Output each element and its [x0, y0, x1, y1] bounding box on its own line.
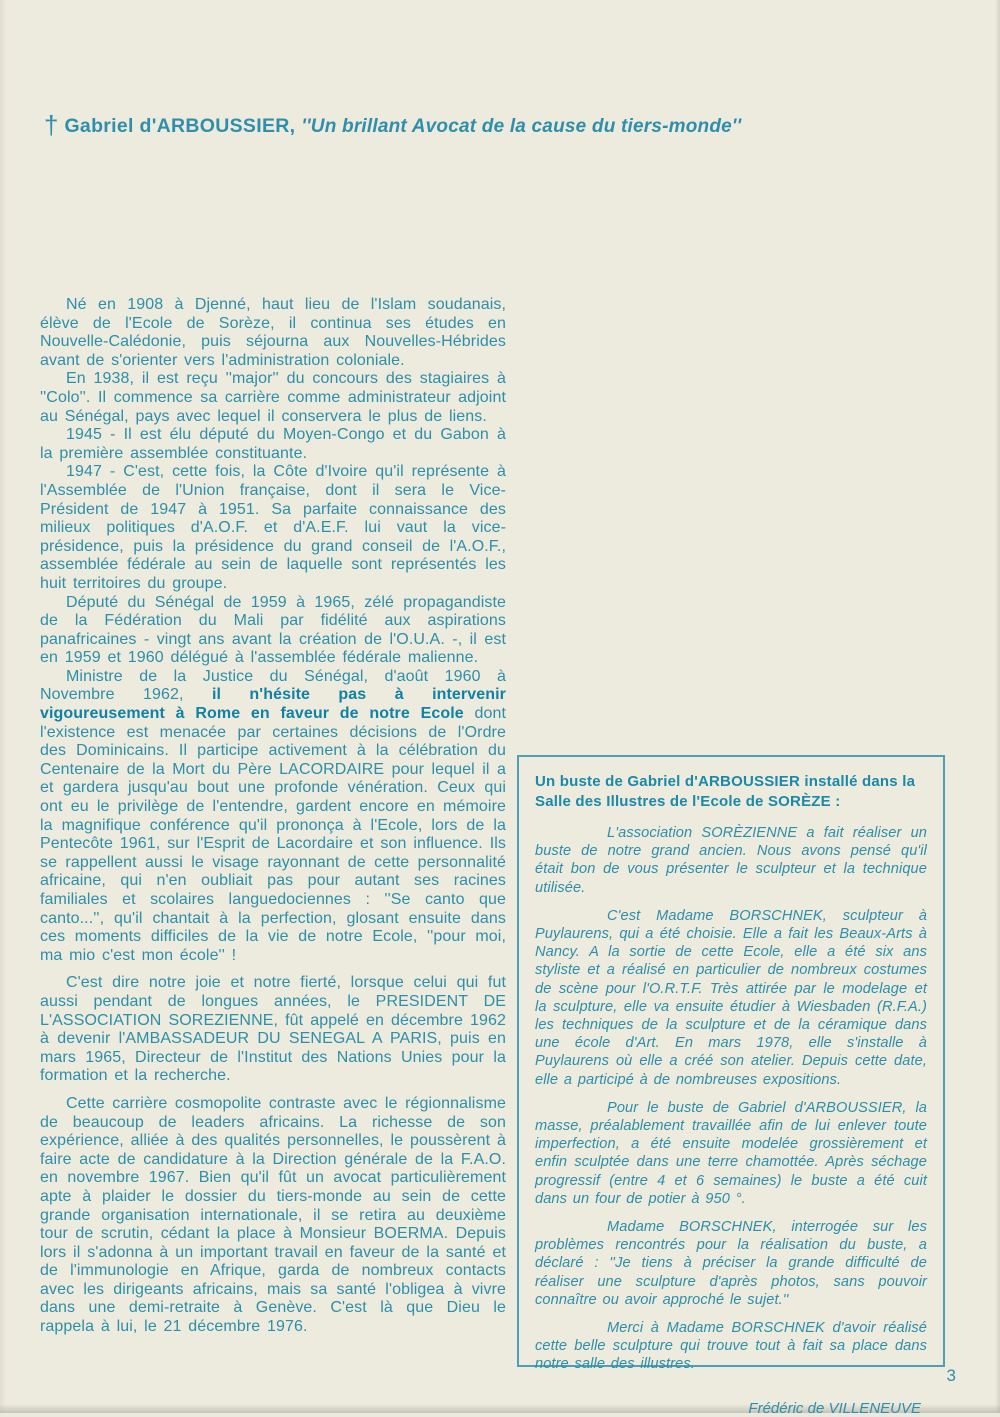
bust-article-box [517, 755, 945, 1417]
bio-paragraph-5: Député du Sénégal de 1959 à 1965, zélé propagandiste de la Fédération du Mali par fidélité aux aspirations panafricaines - vingt ans avant la création de l'O.U.A. -, il est en 1959 et 1960 délégué à l'assemblée fédérale malienne. [40, 593, 506, 667]
bio-paragraph-6-post: dont l'existence est menacée par certaines décisions de l'Ordre des Dominicains. Il participe activement à la célébration du Centenaire de la Mort du Père LACORDAIRE pour lequel il a et gardera jusqu'au bout une profonde vénération. Ceux qui ont eu le privilège de l'entendre, gardent encore en mémoire la magnifique conférence qu'il prononça à l'Ecole, lors de la Pentecôte 1961, sur l'Esprit de Lacordaire et son influence. Ils se rappellent aussi le visage rayonnant de cette personnalité africaine, qui n'en oubliait pas pour autant ses racines familiales et scolaires languedociennes : ''Se canto que canto...'', qu'il chantait à la perfection, glosant ensuite dans ces moments difficiles de la vie de notre Ecole, ''pour moi, ma mio c'est mon école'' ! [40, 705, 507, 964]
bio-paragraph-6-pre: Ministre de la Justice du Sénégal, d'août 1960 à Novembre 1962, [40, 667, 506, 704]
bust-paragraph-4: Madame BORSCHNEK, interrogée sur les problèmes rencontrés pour la réalisation du buste, a déclaré : ''Je tiens à préciser la grande difficulté de réaliser une sculpture d'après photos, sans pouvoir connaître ou avoir approché le sujet.'' [535, 1219, 927, 1308]
page-title [44, 110, 964, 141]
bio-paragraph-4: 1947 - C'est, cette fois, la Côte d'Ivoire qu'il représente à l'Assemblée de l'Union française, dont il sera le Vice-Président de 1947 à 1951. Sa parfaite connaissance des milieux politiques d'A.O.F. et d'A.E.F. lui vaut la vice-présidence, puis la présidence du grand conseil de l'A.O.F., assemblée fédérale au sein de laquelle sont représentés les huit territoires du groupe. [40, 463, 506, 592]
biography-column [40, 296, 506, 1392]
bust-paragraph-3: Pour le buste de Gabriel d'ARBOUSSIER, la masse, préalablement travaillée afin de lui enlever toute imperfection, a été ensuite modelée grossièrement et enfin sculptée dans une terre chamottée. Après séchage progressif (entre 4 et 6 semaines) le buste a été cuit dans un four de potier à 950 °. [535, 1099, 927, 1207]
title-quote: ''Un brillant Avocat de la cause du tiers-monde'' [301, 116, 742, 137]
bio-paragraph-8: Cette carrière cosmopolite contraste avec le régionnalisme de beaucoup de leaders africains. La richesse de son expérience, alliée à des qualités personnelles, le poussèrent à faire acte de candidature à la Direction générale de la F.A.O. en novembre 1967. Bien qu'il fût un avocat particulièrement apte à plaider le dossier du tiers-monde au sein de cette grande organisation internationale, il se retira au deuxième tour de scrutin, cédant la place à Monsieur BOERMA. Depuis lors il s'adonna à un important travail en faveur de la santé et de l'immunologie en Afrique, garda de nombreux contacts avec les dirigeants africains, mais sa santé l'obligea à vivre dans une demi-retraite à Genève. C'est là que Dieu le rappela à lui, le 21 décembre 1976. [40, 1094, 506, 1336]
bio-paragraph-6 [40, 668, 506, 966]
author-signature: Frédéric de VILLENEUVE [748, 1399, 921, 1417]
dagger-icon: † [44, 110, 59, 140]
bio-paragraph-1: Né en 1908 à Djenné, haut lieu de l'Islam soudanais, élève de l'Ecole de Sorèze, il continua ses études en Nouvelle-Calédonie, puis séjourna aux Nouvelles-Hébrides avant de s'orienter vers l'administration coloniale. [40, 296, 506, 369]
bio-paragraph-7: C'est dire notre joie et notre fierté, lorsque celui qui fut aussi pendant de longues années, le PRESIDENT DE L'ASSOCIATION SOREZIENNE, fût appelé en décembre 1962 à devenir l'AMBASSADEUR DU SENEGAL A PARIS, puis en mars 1965, Directeur de l'Institut des Nations Unies pour la formation et la recherche. [40, 974, 506, 1085]
bust-paragraph-1: L'association SORÈZIENNE a fait réaliser un buste de notre grand ancien. Nous avons pensé qu'il était bon de vous présenter le sculpteur et la technique utilisée. [535, 825, 927, 896]
bio-paragraph-3: 1945 - Il est élu député du Moyen-Congo et du Gabon à la première assemblée constituante. [40, 426, 506, 462]
bust-paragraph-5: Merci à Madame BORSCHNEK d'avoir réalisé cette belle sculpture qui trouve tout à fait sa place dans notre salle des illustres. [535, 1320, 927, 1373]
bio-paragraph-2: En 1938, il est reçu ''major'' du concours des stagiaires à ''Colo''. Il commence sa carrière comme administrateur adjoint au Sénégal, pays avec lequel il conservera le plus de liens. [40, 370, 506, 425]
title-name: Gabriel d'ARBOUSSIER, [64, 115, 296, 137]
bust-paragraph-2: C'est Madame BORSCHNEK, sculpteur à Puylaurens, qui a été choisie. Elle a fait les Beaux-Arts à Nancy. A la sortie de cette Ecole, elle a été six ans styliste et a réalisé en particulier de nombreux costumes de scène pour l'O.R.T.F. Très attirée par le modelage et la sculpture, elle va ensuite étudier à Wiesbaden (R.F.A.) les techniques de la sculpture et de la céramique dans une école d'Art. En mars 1978, elle s'installe à Puylaurens où elle a créé son atelier. Depuis cette date, elle a participé à de nombreuses expositions. [535, 907, 927, 1088]
bio-paragraph-6-bold: il n'hésite pas à intervenir vigoureusement à Rome en faveur de notre Ecole [40, 686, 506, 723]
bust-box-heading: Un buste de Gabriel d'ARBOUSSIER installé dans la Salle des Illustres de l'Ecole de SORÈZE : [535, 773, 916, 810]
page-number: 3 [946, 1366, 956, 1385]
